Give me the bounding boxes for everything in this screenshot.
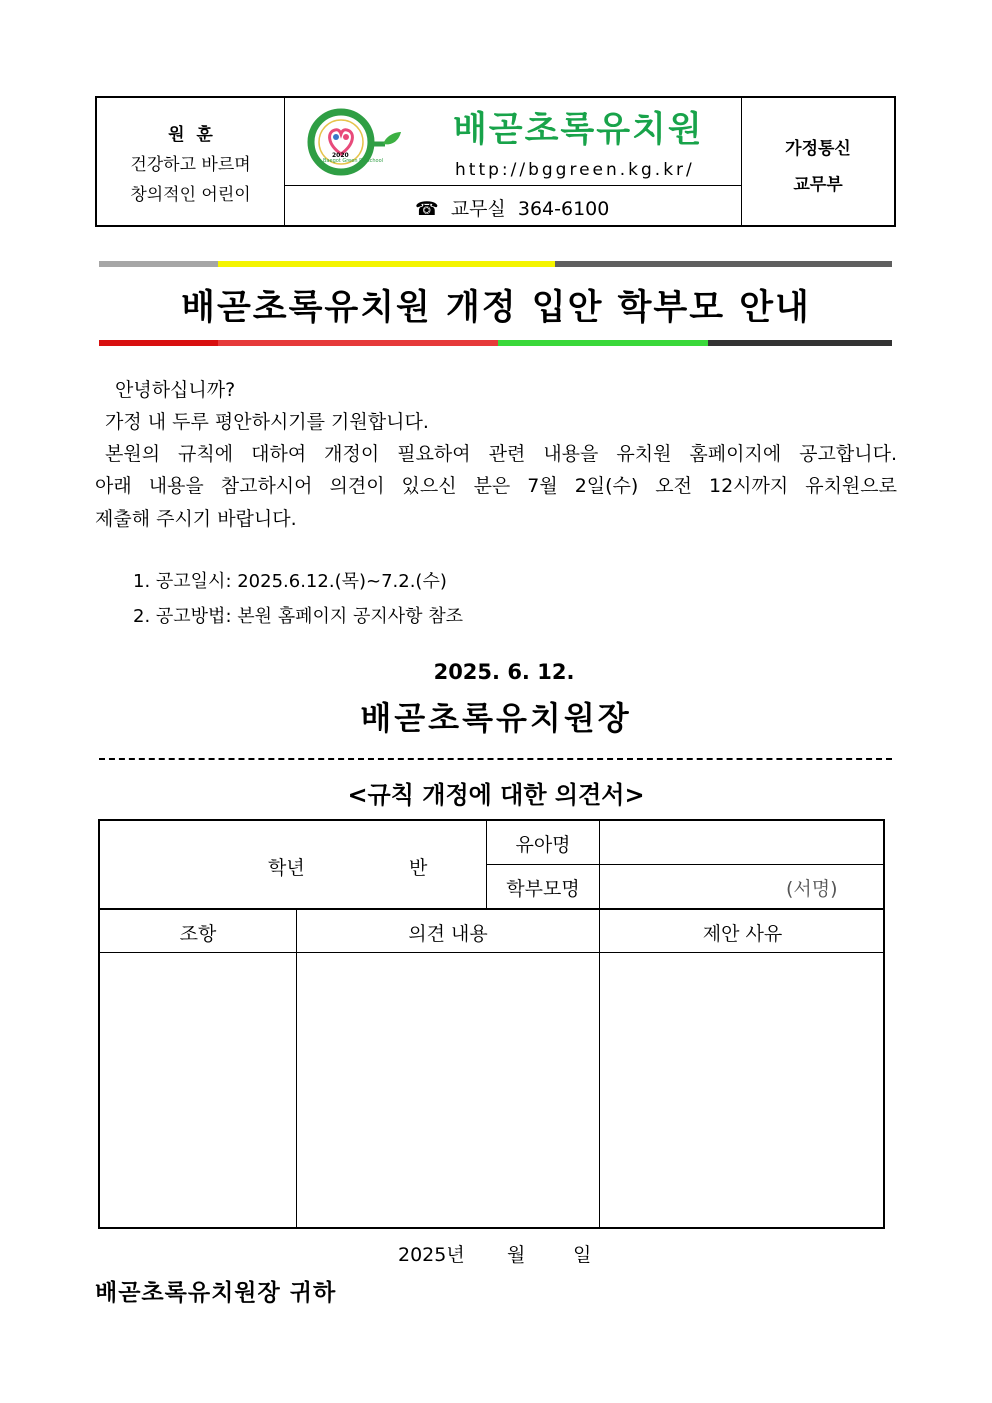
column-header-opinion: 의견 내용 — [408, 923, 488, 945]
phone-icon: ☎ — [415, 198, 439, 220]
signature-note: (서명) — [786, 878, 838, 900]
motto-line: 창의적인 어린이 — [130, 185, 251, 205]
department-label: 교무부 — [793, 175, 843, 195]
wish-text: 가정 내 두루 평안하시기를 기원합니다. — [105, 411, 429, 433]
column-header-reason: 제안 사유 — [702, 923, 783, 945]
form-title: <규칙 개정에 대한 의견서> — [347, 781, 645, 809]
body-paragraph-line: 본원의 규칙에 대하여 개정이 필요하여 관련 내용을 유치원 홈페이지에 공고합니다. — [105, 443, 897, 465]
opinion-form — [98, 819, 885, 1229]
school-url: http://bggreen.kg.kr/ — [455, 160, 695, 180]
deco-bar — [555, 261, 892, 267]
child-name-label: 유아명 — [515, 834, 571, 856]
divider — [486, 864, 885, 865]
page-title: 배곧초록유치원 개정 입안 학부모 안내 — [181, 288, 811, 328]
body-paragraph-line: 아래 내용을 참고하시어 의견이 있으신 분은 7월 2일(수) 오전 12시까지 유치원으로 — [95, 475, 897, 497]
logo-year: 2020 — [332, 152, 349, 159]
divider — [741, 98, 742, 225]
column-header-clause: 조항 — [179, 923, 217, 945]
day-label: 일 — [573, 1244, 592, 1266]
cut-line — [99, 758, 892, 760]
divider — [284, 185, 741, 186]
motto-title: 원 훈 — [168, 125, 213, 145]
phone-number: 교무실 364-6100 — [450, 198, 610, 220]
grade-label: 학년 — [268, 857, 305, 879]
signer-name: 배곧초록유치원장 — [360, 699, 632, 737]
greeting-text: 안녕하십니까? — [115, 379, 236, 401]
year-label: 2025년 — [398, 1244, 465, 1266]
motto-line: 건강하고 바르며 — [130, 155, 251, 175]
logo-text: Baegot Green Preschool — [323, 158, 384, 164]
body-paragraph-line: 제출해 주시기 바랍니다. — [95, 508, 297, 530]
divider — [284, 98, 285, 225]
notice-date: 2025. 6. 12. — [433, 660, 575, 684]
school-logo-icon — [305, 106, 405, 176]
list-item: 1. 공고일시: 2025.6.12.(목)~7.2.(수) — [133, 571, 447, 592]
phone-line — [415, 194, 609, 221]
parent-name-label: 학부모명 — [506, 878, 580, 900]
class-label: 반 — [409, 857, 428, 879]
deco-bar — [218, 340, 498, 346]
letterhead — [95, 96, 896, 227]
divider — [100, 952, 885, 953]
month-label: 월 — [507, 1244, 526, 1266]
divider — [599, 821, 600, 1227]
addressee: 배곧초록유치원장 귀하 — [95, 1280, 337, 1306]
divider — [100, 908, 885, 910]
category-label: 가정통신 — [785, 139, 851, 159]
deco-bar — [99, 340, 218, 346]
divider — [296, 909, 297, 1227]
deco-bar — [218, 261, 555, 267]
list-item: 2. 공고방법: 본원 홈페이지 공지사항 참조 — [133, 606, 464, 627]
deco-bar — [99, 261, 218, 267]
deco-bar — [498, 340, 708, 346]
school-name: 배곧초록유치원 — [453, 110, 704, 150]
deco-bar — [708, 340, 892, 346]
